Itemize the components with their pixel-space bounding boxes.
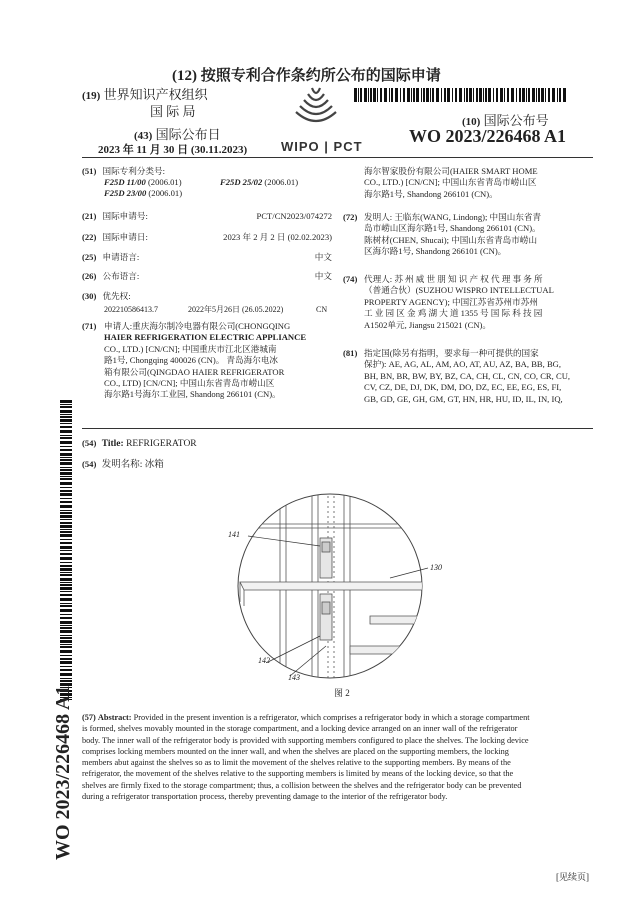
ipc-2: F25D 25/02: [220, 177, 263, 187]
inventor-line: 岛市崂山区海尔路1号, Shandong 266101 (CN)。: [364, 223, 541, 234]
pubdate-value: 2023 年 11 月 30 日 (30.11.2023): [98, 144, 248, 156]
abstract-label: Abstract:: [97, 713, 132, 722]
figure-label-130: 130: [430, 563, 442, 572]
priority-code: (30): [82, 291, 97, 301]
states-line: 保护): AE, AG, AL, AM, AO, AT, AU, AZ, BA, BB, BG,: [364, 359, 562, 370]
applicant-line: 海尔路1号海尔工业园, Shandong 266101 (CN)。: [104, 389, 281, 400]
title-divider: [82, 428, 593, 429]
pub-lang-code: (26): [82, 271, 97, 281]
inventor-code: [343, 212, 357, 223]
app-date-value: 2023 年 2 月 2 日 (02.02.2023): [223, 232, 332, 242]
priority-country: CN: [316, 305, 328, 314]
pubno-value: WO 2023/226468 A1: [409, 126, 567, 146]
agent-line: 工 业 园 区 金 鸡 湖 大 道 1355 号 国 际 科 技 园: [364, 308, 543, 319]
ipc-row-1: [104, 177, 182, 188]
inventor-block: [364, 212, 541, 258]
ipc-3: F25D 23/00: [104, 188, 147, 198]
agent-code: [343, 274, 357, 285]
wipo-logo: [286, 84, 346, 146]
inventor-line: 区海尔路1号, Shandong 266101 (CN)。: [364, 246, 507, 257]
org-bureau: 国 际 局: [150, 104, 196, 119]
ipc-1-year: (2006.01): [147, 177, 182, 187]
agent-line: PROPERTY AGENCY); 中国江苏省苏州市苏州: [364, 296, 538, 307]
app-date-code: (22): [82, 232, 97, 242]
inventor-code-num: (72): [343, 212, 358, 222]
ipc-3-year: (2006.01): [148, 188, 183, 198]
applicant-line: HAIER REFRIGERATION ELECTRIC APPLIANCE: [104, 332, 307, 343]
filing-lang-label: 申请语言:: [102, 252, 140, 262]
app-date-row: [82, 232, 148, 243]
abstract-line: members abut against the shelves so as to limit the movement of the shelves relative to the supporting members. By means of the: [82, 758, 511, 768]
filing-lang-row: [82, 252, 139, 263]
states-code-num: (81): [343, 348, 358, 358]
figure-drawing: [220, 486, 460, 686]
ipc-2-year: (2006.01): [264, 177, 299, 187]
applicant-line: 路1号, Chongqing 400026 (CN)。 青岛海尔电冰: [104, 355, 279, 366]
title-cn-value: 冰箱: [144, 460, 164, 470]
abstract-line: refrigerator, the movement of the shelves relative to the supporting members is limited by means of the locking device, so that the: [82, 769, 514, 779]
pubno-code: (10): [462, 116, 481, 128]
ipc-row-2: [220, 177, 298, 188]
app-date-label: 国际申请日:: [102, 232, 148, 242]
pub-lang-row: [82, 271, 139, 282]
title-row: [82, 438, 197, 450]
figure-label-141: 141: [228, 530, 240, 539]
applicant-line: CO., LTD) [CN/CN]; 中国山东省青岛市崂山区: [104, 378, 275, 389]
header-divider: [82, 157, 593, 158]
priority-number: 202210586413.7: [104, 305, 158, 314]
title-label: Title:: [101, 439, 124, 449]
applicant-continued: [364, 166, 538, 200]
applicant-line: 申请人:重庆海尔制冷电器有限公司(CHONGQING: [104, 321, 291, 331]
applicant-code-num: (71): [82, 321, 97, 331]
document-type-heading: (12) 按照专利合作条约所公布的国际申请: [172, 68, 441, 84]
side-publication-number: WO 2023/226468 A1: [52, 685, 74, 860]
title-cn-row: [82, 459, 164, 471]
ipc-row-3: [104, 188, 182, 199]
states-line: 指定国(除另有指明，要求每一种可提供的国家: [364, 348, 539, 358]
title-value: REFRIGERATOR: [126, 439, 197, 449]
abstract-line: body. The inner wall of the refrigerator body is provided with supporting members configured to place the shelves. The locking device: [82, 735, 529, 745]
app-no-code: (21): [82, 211, 97, 221]
pub-lang-value: 中文: [314, 271, 332, 281]
abstract-line: shelves are firmly fixed to the storage compartment; thus, a collision between the shelves and the refrigerator body can be prevented: [82, 780, 522, 790]
states-line: GB, GD, GE, GH, GM, GT, HN, HR, HU, ID, IL, IN, IQ,: [364, 393, 563, 404]
abstract-line: Provided in the present invention is a refrigerator, which comprises a refrigerator body in which a storage compartment: [133, 713, 530, 722]
abstract-block: [82, 712, 600, 802]
continued-note: [见续页]: [556, 872, 589, 882]
app-no-label: 国际申请号:: [102, 211, 148, 221]
ipc-block: [82, 166, 165, 177]
agent-code-num: (74): [343, 274, 358, 284]
pub-lang-label: 公布语言:: [102, 271, 140, 281]
priority-date: 2022年5月26日 (26.05.2022): [188, 305, 284, 314]
states-block: [364, 348, 570, 405]
applicant-cont-line: 海尔路1号, Shandong 266101 (CN)。: [364, 188, 498, 199]
agent-line: （普通合伙）(SUZHOU WISPRO INTELLECTUAL: [364, 285, 554, 296]
applicant-line: CO., LTD.) [CN/CN]; 中国重庆市江北区港城南: [104, 343, 277, 354]
applicant-cont-line: 海尔智家股份有限公司(HAIER SMART HOME: [364, 166, 538, 176]
app-no-row: [82, 211, 148, 222]
top-barcode-icon: [354, 88, 566, 102]
pubdate-code: (43): [134, 130, 153, 142]
wipo-pct-text: WIPO | PCT: [281, 139, 363, 154]
applicant-code: [82, 321, 96, 332]
pubdate-label: 国际公布日: [155, 127, 221, 142]
priority-row: [82, 291, 131, 302]
title-code: (54): [82, 438, 97, 448]
figure-label-143: 143: [288, 673, 300, 682]
filing-lang-value: 中文: [314, 252, 332, 262]
ipc-label: 国际专利分类号:: [102, 166, 166, 176]
ipc-code: (51): [82, 166, 97, 176]
applicant-line: 箱有限公司(QINGDAO HAIER REFRIGERATOR: [104, 366, 285, 377]
inventor-line: 发明人: 王临东(WANG, Lindong); 中国山东省青: [364, 212, 542, 222]
agent-line: A1502单元, Jiangsu 215021 (CN)。: [364, 319, 491, 330]
states-line: CV, CZ, DE, DJ, DK, DM, DO, DZ, EC, EE, EG, ES, FI,: [364, 382, 562, 393]
abstract-line: comprises locking members mounted on the inner wall, and when the shelves are placed on the supporting members, the locking: [82, 746, 509, 756]
org-code: (19): [82, 90, 101, 102]
applicant-block: [104, 321, 306, 401]
wipo-emblem-icon: [286, 84, 346, 146]
states-line: BH, BN, BR, BW, BY, BZ, CA, CH, CL, CN, CO, CR, CU,: [364, 370, 571, 381]
org-name: 世界知识产权组织: [103, 87, 208, 102]
agent-block: [364, 274, 554, 331]
abstract-line: is formed, shelves movably mounted in the storage compartment, and a locking device arranged on an inner wall of the refrigerator: [82, 724, 518, 734]
agent-line: 代理人: 苏 州 威 世 朋 知 识 产 权 代 理 事 务 所: [364, 274, 543, 284]
states-code: [343, 348, 357, 359]
pubno-label: 国际公布号: [483, 113, 549, 128]
figure-caption: 图 2: [334, 688, 350, 698]
figure-label-142: 142: [258, 656, 270, 665]
inventor-line: 陈树材(CHEN, Shucai); 中国山东省青岛市崂山: [364, 234, 538, 245]
title-cn-label: 发明名称:: [101, 460, 143, 470]
filing-lang-code: (25): [82, 252, 97, 262]
priority-label: 优先权:: [102, 291, 131, 301]
title-cn-code: (54): [82, 459, 97, 469]
abstract-line: during a refrigerator transportation process, thereby preventing damage to the interior of the refrigerator body.: [82, 792, 448, 802]
ipc-1: F25D 11/00: [104, 177, 146, 187]
abstract-code: (57): [82, 713, 96, 722]
applicant-cont-line: CO., LTD.) [CN/CN]; 中国山东省青岛市崂山区: [364, 177, 537, 188]
abstract-first-line: [82, 712, 600, 723]
app-no-value: PCT/CN2023/074272: [256, 211, 332, 221]
